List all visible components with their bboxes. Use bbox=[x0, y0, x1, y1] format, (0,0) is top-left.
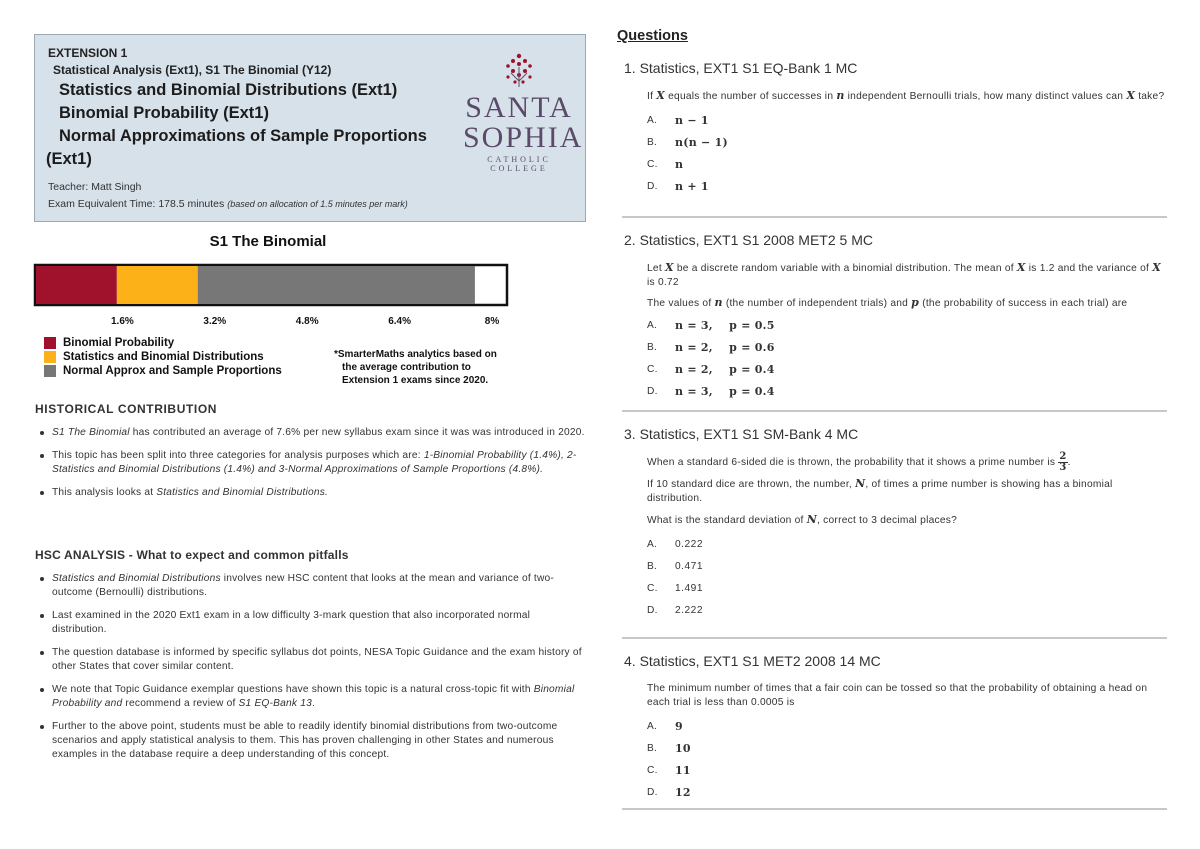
question-title: 2. Statistics, EXT1 S1 2008 MET2 5 MC bbox=[624, 232, 873, 248]
legend-swatch bbox=[44, 337, 56, 349]
option-label: C. bbox=[647, 765, 658, 776]
question-text bbox=[647, 477, 1167, 506]
text: If bbox=[647, 91, 657, 102]
question-3 bbox=[622, 426, 1167, 616]
text: Further to the above point, students must be able to readily identify binomial distributions from two-outcome scenarios and apply statistical analysis to them. This has proven challenging in other States and numerous examples in the database require a deep understanding of this concept. bbox=[52, 721, 558, 760]
option-label: A. bbox=[647, 721, 658, 732]
x-tick-label: 3.2% bbox=[203, 316, 227, 327]
option-label: A. bbox=[647, 539, 658, 550]
option-value: 9 bbox=[675, 720, 683, 733]
text: The values of bbox=[647, 298, 715, 309]
question-text: The minimum number of times that a fair coin can be tossed so that the probability of obtaining a head on each trial is less than 0.0005 is bbox=[647, 683, 1148, 708]
divider bbox=[622, 216, 1167, 218]
question-text bbox=[647, 89, 1167, 104]
topic-title-4: (Ext1) bbox=[46, 150, 92, 168]
logo-emblem-icon bbox=[463, 51, 575, 91]
topic-subtitle: Statistical Analysis (Ext1), S1 The Binomial (Y12) bbox=[53, 63, 332, 77]
header-box bbox=[34, 34, 586, 222]
text: equals the number of successes in bbox=[665, 91, 837, 102]
chart-legend bbox=[44, 336, 282, 378]
option-b[interactable] bbox=[647, 132, 1167, 154]
historical-heading: HISTORICAL CONTRIBUTION bbox=[35, 402, 218, 416]
option-label: D. bbox=[647, 605, 658, 616]
question-text bbox=[647, 261, 1167, 290]
text: This analysis looks at bbox=[52, 487, 157, 498]
logo-text-2: SOPHIA bbox=[463, 121, 584, 154]
topic-title-3: Normal Approximations of Sample Proportions bbox=[59, 127, 427, 145]
option-value: 1.491 bbox=[675, 583, 703, 594]
options-list bbox=[647, 110, 1167, 198]
text: This topic has been split into three categories for analysis purposes which are: bbox=[52, 450, 424, 461]
question-text bbox=[647, 513, 1167, 528]
option-value: 0.471 bbox=[675, 561, 703, 572]
legend-label: Binomial Probability bbox=[63, 337, 175, 349]
question-title: 3. Statistics, EXT1 S1 SM-Bank 4 MC bbox=[624, 426, 859, 442]
hsc-heading-rest: - What to expect and common pitfalls bbox=[125, 548, 349, 562]
text: (the number of independent trials) and bbox=[722, 298, 912, 309]
text: take? bbox=[1135, 91, 1165, 102]
option-b[interactable] bbox=[647, 556, 1167, 578]
option-c[interactable] bbox=[647, 578, 1167, 600]
text: . bbox=[1067, 457, 1071, 469]
option-value: 0.222 bbox=[675, 539, 703, 550]
option-d[interactable] bbox=[647, 782, 1167, 804]
text: . bbox=[311, 698, 315, 709]
note-line-1: *SmarterMaths analytics based on bbox=[334, 349, 497, 360]
logo-text-3: CATHOLIC COLLEGE bbox=[487, 155, 551, 173]
option-value: 12 bbox=[675, 786, 691, 799]
list-item bbox=[52, 646, 587, 674]
question-body bbox=[647, 452, 1167, 622]
option-label: B. bbox=[647, 561, 658, 572]
text: What is the standard deviation of bbox=[647, 515, 807, 526]
note-line-2: the average contribution to bbox=[342, 362, 471, 373]
emphasis: Binomial Probability and bbox=[52, 684, 575, 709]
note-line-3: Extension 1 exams since 2020. bbox=[342, 375, 489, 386]
option-label: A. bbox=[647, 115, 658, 126]
question-4 bbox=[622, 653, 1167, 799]
extension-label: EXTENSION 1 bbox=[48, 46, 128, 60]
question-title: 4. Statistics, EXT1 S1 MET2 2008 14 MC bbox=[624, 653, 881, 669]
math-var: p bbox=[911, 296, 920, 309]
math-var: n bbox=[836, 89, 845, 102]
historical-list bbox=[52, 426, 587, 509]
option-c[interactable] bbox=[647, 359, 1167, 381]
exam-time-value: 178.5 minutes bbox=[158, 198, 225, 210]
legend-swatch bbox=[44, 365, 56, 377]
topic-title-2: Binomial Probability (Ext1) bbox=[59, 104, 269, 122]
option-b[interactable] bbox=[647, 337, 1167, 359]
options-list bbox=[647, 534, 1167, 622]
emphasis: Statistics and Binomial Distributions. bbox=[156, 487, 329, 498]
text: be a discrete random variable with a binomial distribution. The mean of bbox=[673, 263, 1017, 274]
legend-item-normal-approx bbox=[44, 364, 282, 378]
list-item bbox=[52, 720, 587, 762]
option-label: C. bbox=[647, 583, 658, 594]
text: (the probability of success in each trial) are bbox=[919, 298, 1128, 309]
text: is 1.2 and the variance of bbox=[1025, 263, 1153, 274]
divider bbox=[622, 808, 1167, 810]
exam-time-note: (based on allocation of 1.5 minutes per mark) bbox=[227, 199, 408, 209]
topic-title-1: Statistics and Binomial Distributions (Ext1) bbox=[59, 81, 398, 99]
math-var: N bbox=[806, 513, 818, 526]
question-text bbox=[647, 452, 1167, 473]
x-tick-label: 8% bbox=[484, 316, 500, 327]
emphasis: Statistics and Binomial Distributions bbox=[52, 573, 221, 584]
option-a[interactable] bbox=[647, 534, 1167, 556]
chart-title: S1 The Binomial bbox=[209, 233, 327, 250]
question-body bbox=[647, 89, 1167, 198]
option-value: n = 2, p = 0.6 bbox=[675, 341, 775, 354]
option-label: B. bbox=[647, 342, 658, 353]
fraction-numerator: 2 bbox=[1059, 451, 1067, 462]
x-tick-label: 4.8% bbox=[295, 316, 319, 327]
text: has contributed an average of 7.6% per new syllabus exam since it was was introduced in 2020. bbox=[129, 427, 585, 438]
option-label: C. bbox=[647, 159, 658, 170]
math-var: n bbox=[714, 296, 723, 309]
legend-item-binomial-probability bbox=[44, 336, 282, 350]
fraction bbox=[1058, 452, 1067, 473]
option-c[interactable] bbox=[647, 760, 1167, 782]
bar-segment-1 bbox=[36, 266, 117, 304]
option-d[interactable] bbox=[647, 600, 1167, 622]
text: We note that Topic Guidance exemplar questions have shown this topic is a natural cross-topic fit with bbox=[52, 684, 534, 695]
option-a[interactable] bbox=[647, 716, 1167, 738]
option-value: n + 1 bbox=[675, 180, 709, 193]
exam-time-line bbox=[48, 198, 408, 210]
option-c[interactable] bbox=[647, 154, 1167, 176]
list-item bbox=[52, 426, 587, 440]
option-label: D. bbox=[647, 386, 658, 397]
legend-label: Normal Approx and Sample Proportions bbox=[63, 365, 282, 377]
option-a[interactable] bbox=[647, 315, 1167, 337]
divider bbox=[622, 637, 1167, 639]
math-var: X bbox=[1016, 261, 1026, 274]
option-value: n bbox=[675, 158, 684, 171]
teacher-name: Matt Singh bbox=[91, 181, 142, 193]
hsc-analysis-list bbox=[52, 572, 587, 771]
option-value: n = 3, p = 0.5 bbox=[675, 319, 775, 332]
text: , of times a prime number is showing has a binomial distribution. bbox=[647, 479, 1113, 504]
math-var: N bbox=[855, 477, 866, 490]
option-label: B. bbox=[647, 137, 658, 148]
option-label: C. bbox=[647, 364, 658, 375]
math-var: X bbox=[1126, 89, 1136, 102]
list-item bbox=[52, 486, 587, 500]
questions-heading: Questions bbox=[617, 28, 688, 44]
option-value: 10 bbox=[675, 742, 691, 755]
option-label: D. bbox=[647, 181, 658, 192]
legend-item-statistics-binomial bbox=[44, 350, 282, 364]
emphasis: S1 The Binomial bbox=[52, 427, 130, 438]
emphasis: 1-Binomial Probability (1.4%), 2-Statistics and Binomial Distributions (1.4%) and 3-Normal Approximations of Sample Proportions (4.8%). bbox=[52, 450, 577, 475]
legend-swatch bbox=[44, 351, 56, 363]
option-b[interactable] bbox=[647, 738, 1167, 760]
option-label: A. bbox=[647, 320, 658, 331]
exam-time-label: Exam Equivalent Time: bbox=[48, 198, 156, 210]
question-2 bbox=[622, 232, 1167, 398]
text: When a standard 6-sided die is thrown, the probability that it shows a prime number is bbox=[647, 457, 1059, 469]
math-var: X bbox=[656, 89, 666, 102]
option-label: B. bbox=[647, 743, 658, 754]
option-value: n(n − 1) bbox=[675, 136, 728, 149]
legend-label: Statistics and Binomial Distributions bbox=[63, 351, 264, 363]
question-1 bbox=[622, 60, 1167, 193]
text: Last examined in the 2020 Ext1 exam in a low difficulty 3-mark question that also incorporated normal distribution. bbox=[52, 610, 531, 635]
list-item bbox=[52, 572, 587, 600]
text: is 0.72 bbox=[647, 277, 679, 288]
math-var: X bbox=[1152, 261, 1161, 274]
hsc-analysis-heading bbox=[35, 548, 349, 562]
text: Let bbox=[647, 263, 665, 274]
question-body bbox=[647, 261, 1167, 403]
option-value: 11 bbox=[675, 764, 691, 777]
option-value: 2.222 bbox=[675, 605, 703, 616]
hsc-heading-bold: HSC ANALYSIS bbox=[35, 548, 126, 562]
logo-text-1: SANTA bbox=[465, 91, 573, 124]
teacher-line bbox=[48, 181, 141, 193]
question-title: 1. Statistics, EXT1 S1 EQ-Bank 1 MC bbox=[624, 60, 858, 76]
list-item bbox=[52, 609, 587, 637]
x-tick-label: 1.6% bbox=[111, 316, 134, 327]
bar-segment-3 bbox=[198, 266, 475, 304]
x-tick-label: 6.4% bbox=[388, 316, 411, 327]
question-text bbox=[647, 296, 1167, 311]
emphasis: S1 EQ-Bank 13 bbox=[238, 698, 312, 709]
divider bbox=[622, 410, 1167, 412]
options-list bbox=[647, 315, 1167, 403]
option-d[interactable] bbox=[647, 176, 1167, 198]
text: recommend a review of bbox=[122, 698, 239, 709]
teacher-label: Teacher: bbox=[48, 181, 89, 193]
option-a[interactable] bbox=[647, 110, 1167, 132]
fraction-denominator: 3 bbox=[1059, 462, 1067, 473]
text: , correct to 3 decimal places? bbox=[817, 515, 958, 526]
text: If 10 standard dice are thrown, the number, bbox=[647, 479, 856, 490]
option-value: n = 2, p = 0.4 bbox=[675, 363, 775, 376]
text: The question database is informed by specific syllabus dot points, NESA Topic Guidance and the exam history of other States that cover similar content. bbox=[52, 647, 582, 672]
option-label: D. bbox=[647, 787, 658, 798]
option-value: n − 1 bbox=[675, 114, 709, 127]
option-d[interactable] bbox=[647, 381, 1167, 403]
college-logo bbox=[463, 51, 584, 173]
options-list bbox=[647, 716, 1167, 804]
text: independent Bernoulli trials, how many distinct values can bbox=[844, 91, 1127, 102]
option-value: n = 3, p = 0.4 bbox=[675, 385, 775, 398]
bar-segment-2 bbox=[117, 266, 198, 304]
analytics-note bbox=[334, 348, 514, 387]
stacked-bar-chart bbox=[30, 256, 520, 336]
question-body bbox=[647, 682, 1167, 804]
list-item bbox=[52, 683, 587, 711]
text: involves new HSC content that looks at the mean and variance of two-outcome (Bernoulli) distributions. bbox=[52, 573, 554, 598]
math-var: X bbox=[665, 261, 674, 274]
list-item bbox=[52, 449, 587, 477]
